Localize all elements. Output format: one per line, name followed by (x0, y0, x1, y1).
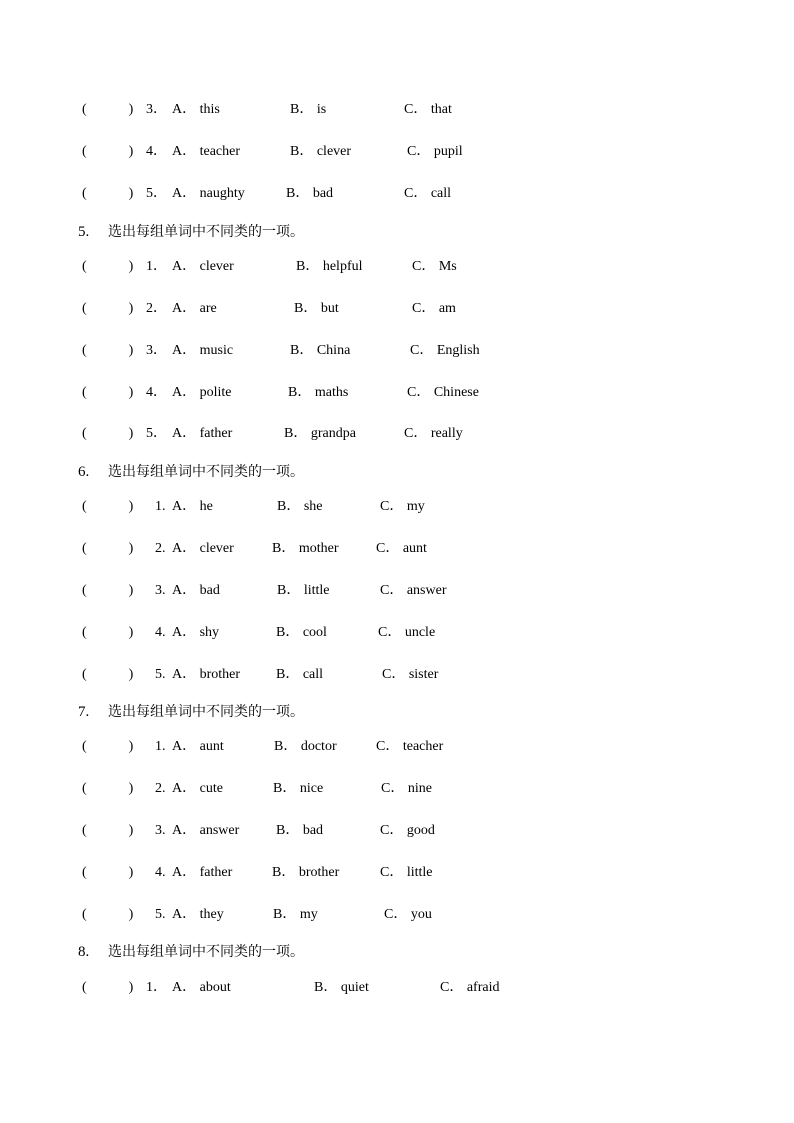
question-number: 3． (146, 343, 167, 358)
answer-blank[interactable]: ( ) (82, 865, 134, 880)
question-row (0, 581, 794, 601)
answer-blank[interactable]: ( ) (82, 667, 134, 682)
section-heading (0, 941, 794, 963)
question-number: 4． (146, 385, 167, 400)
option-b: B． doctor (274, 739, 337, 754)
option-b: B． my (273, 907, 318, 922)
option-c: C． uncle (378, 625, 436, 640)
question-number: 3. (155, 583, 169, 598)
question-number: 4． (146, 144, 167, 159)
option-a: A． about (172, 980, 231, 995)
answer-blank[interactable]: ( ) (82, 343, 134, 358)
section-heading (0, 701, 794, 723)
option-c: C． pupil (407, 144, 463, 159)
question-row (0, 539, 794, 559)
answer-blank[interactable]: ( ) (82, 541, 134, 556)
option-c: C． my (380, 499, 425, 514)
section-number: 8. (78, 944, 90, 960)
answer-blank[interactable]: ( ) (82, 385, 134, 400)
answer-blank[interactable]: ( ) (82, 301, 134, 316)
option-b: B． brother (272, 865, 340, 880)
option-b: B． call (276, 667, 324, 682)
question-row (0, 257, 794, 277)
option-c: C． sister (382, 667, 439, 682)
option-a: A． polite (172, 385, 232, 400)
answer-blank[interactable]: ( ) (82, 186, 134, 201)
option-c: C． little (380, 865, 433, 880)
option-b: B． maths (288, 385, 349, 400)
option-b: B． but (294, 301, 339, 316)
question-number: 2. (155, 781, 169, 796)
answer-blank[interactable]: ( ) (82, 144, 134, 159)
question-number: 1. (155, 499, 169, 514)
question-row (0, 737, 794, 757)
option-b: B． she (277, 499, 323, 514)
option-a: A． naughty (172, 186, 245, 201)
question-row (0, 383, 794, 403)
question-number: 5. (155, 667, 169, 682)
option-a: A． clever (172, 541, 234, 556)
option-c: C． you (384, 907, 432, 922)
question-row (0, 863, 794, 883)
option-a: A． he (172, 499, 213, 514)
option-a: A． cute (172, 781, 223, 796)
option-a: A． bad (172, 583, 220, 598)
option-c: C． that (404, 102, 452, 117)
option-b: B． is (290, 102, 327, 117)
question-row (0, 623, 794, 643)
option-b: B． China (290, 343, 351, 358)
question-number: 3． (146, 102, 167, 117)
question-row (0, 665, 794, 685)
option-b: B． nice (273, 781, 324, 796)
question-number: 2. (155, 541, 169, 556)
section-heading (0, 461, 794, 483)
section-instruction: 选出每组单词中不同类的一项。 (108, 704, 304, 720)
question-row (0, 100, 794, 120)
option-a: A． brother (172, 667, 241, 682)
question-row (0, 779, 794, 799)
option-b: B． quiet (314, 980, 369, 995)
option-a: A． answer (172, 823, 240, 838)
option-a: A． this (172, 102, 220, 117)
option-c: C． Ms (412, 259, 457, 274)
option-a: A． music (172, 343, 234, 358)
answer-blank[interactable]: ( ) (82, 102, 134, 117)
question-number: 5. (155, 907, 169, 922)
section-instruction: 选出每组单词中不同类的一项。 (108, 224, 304, 240)
answer-blank[interactable]: ( ) (82, 426, 134, 441)
option-c: C． call (404, 186, 452, 201)
question-row (0, 299, 794, 319)
question-number: 4. (155, 865, 169, 880)
question-row (0, 341, 794, 361)
section-number: 5. (78, 224, 90, 240)
option-b: B． little (277, 583, 330, 598)
section-heading (0, 221, 794, 243)
question-row (0, 142, 794, 162)
question-number: 2． (146, 301, 167, 316)
option-c: C． English (410, 343, 480, 358)
option-a: A． shy (172, 625, 220, 640)
option-c: C． Chinese (407, 385, 479, 400)
option-a: A． clever (172, 259, 234, 274)
option-a: A． aunt (172, 739, 224, 754)
option-c: C． answer (380, 583, 447, 598)
answer-blank[interactable]: ( ) (82, 980, 134, 995)
question-number: 5． (146, 186, 167, 201)
option-a: A． they (172, 907, 224, 922)
section-instruction: 选出每组单词中不同类的一项。 (108, 944, 304, 960)
option-c: C． afraid (440, 980, 500, 995)
option-a: A． teacher (172, 144, 241, 159)
option-c: C． really (404, 426, 463, 441)
option-c: C． aunt (376, 541, 427, 556)
option-c: C． good (380, 823, 435, 838)
answer-blank[interactable]: ( ) (82, 907, 134, 922)
question-number: 1． (146, 259, 167, 274)
option-b: B． helpful (296, 259, 363, 274)
answer-blank[interactable]: ( ) (82, 499, 134, 514)
question-number: 3. (155, 823, 169, 838)
question-row (0, 184, 794, 204)
answer-blank[interactable]: ( ) (82, 781, 134, 796)
answer-blank[interactable]: ( ) (82, 259, 134, 274)
answer-blank[interactable]: ( ) (82, 583, 134, 598)
option-a: A． father (172, 865, 233, 880)
option-b: B． bad (276, 823, 324, 838)
option-a: A． are (172, 301, 217, 316)
question-row (0, 821, 794, 841)
answer-blank[interactable]: ( ) (82, 823, 134, 838)
option-b: B． clever (290, 144, 352, 159)
option-b: B． grandpa (284, 426, 356, 441)
question-row (0, 497, 794, 517)
option-b: B． mother (272, 541, 339, 556)
section-instruction: 选出每组单词中不同类的一项。 (108, 464, 304, 480)
option-b: B． cool (276, 625, 327, 640)
question-number: 1. (155, 739, 169, 754)
question-row (0, 978, 794, 998)
question-number: 4. (155, 625, 169, 640)
option-b: B． bad (286, 186, 334, 201)
answer-blank[interactable]: ( ) (82, 739, 134, 754)
option-c: C． nine (381, 781, 432, 796)
answer-blank[interactable]: ( ) (82, 625, 134, 640)
section-number: 6. (78, 464, 90, 480)
question-number: 5． (146, 426, 167, 441)
option-a: A． father (172, 426, 233, 441)
question-row (0, 905, 794, 925)
question-row (0, 424, 794, 444)
option-c: C． teacher (376, 739, 444, 754)
option-c: C． am (412, 301, 456, 316)
question-number: 1． (146, 980, 167, 995)
section-number: 7. (78, 704, 90, 720)
